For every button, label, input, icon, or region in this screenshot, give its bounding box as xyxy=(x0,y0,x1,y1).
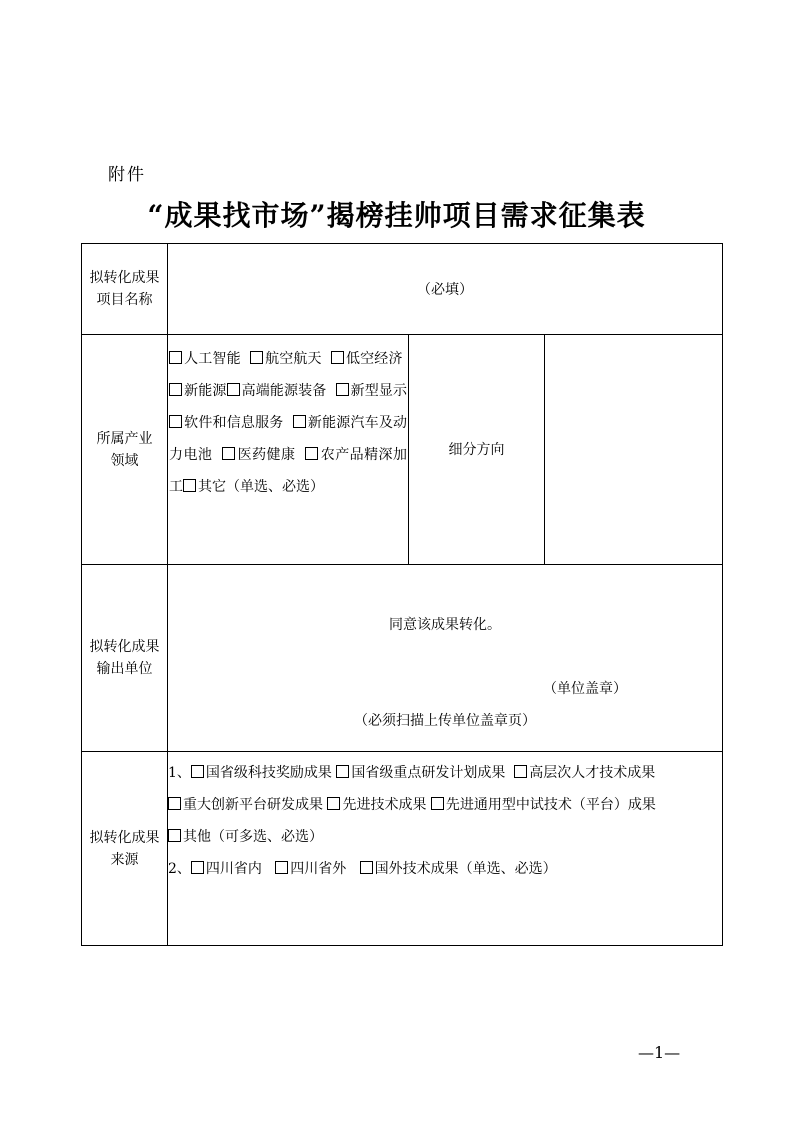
source-options xyxy=(168,752,723,946)
upload-hint: （必须扫描上传单位盖章页） xyxy=(354,712,536,729)
label-industry-field: 所属产业 领域 xyxy=(82,335,168,565)
label-output-unit: 拟转化成果 输出单位 xyxy=(82,565,168,752)
option-new-display[interactable]: 新型显示 xyxy=(336,383,408,399)
checkbox-icon[interactable] xyxy=(250,351,263,364)
checkbox-icon[interactable] xyxy=(169,351,182,364)
option-platform[interactable]: 重大创新平台研发成果 xyxy=(168,797,323,813)
option-award[interactable]: 国省级科技奖励成果 xyxy=(191,765,332,781)
option-advanced-tech[interactable]: 先进技术成果 xyxy=(327,797,426,813)
checkbox-icon[interactable] xyxy=(360,861,373,874)
output-unit-field[interactable] xyxy=(168,565,723,752)
checkbox-icon[interactable] xyxy=(168,829,181,842)
page-number: —1— xyxy=(638,1043,681,1062)
checkbox-icon[interactable] xyxy=(275,861,288,874)
checkbox-icon[interactable] xyxy=(514,765,527,778)
checkbox-icon[interactable] xyxy=(293,415,306,428)
option-rd-plan[interactable]: 国省级重点研发计划成果 xyxy=(336,765,505,781)
checkbox-icon[interactable] xyxy=(168,797,181,810)
label-source: 拟转化成果 来源 xyxy=(82,752,168,946)
row-output-unit xyxy=(82,565,723,752)
single-select-note: （单选、必选） xyxy=(458,861,557,877)
option-aerospace[interactable]: 航空航天 xyxy=(250,351,322,367)
checkbox-icon[interactable] xyxy=(227,383,240,396)
seal-text: （单位盖章） xyxy=(543,680,627,697)
option-ai[interactable]: 人工智能 xyxy=(169,351,241,367)
option-source-other[interactable]: 其他 xyxy=(168,829,211,845)
checkbox-icon[interactable] xyxy=(336,765,349,778)
checkbox-icon[interactable] xyxy=(431,797,444,810)
option-energy-equipment[interactable]: 高端能源装备 xyxy=(227,383,327,399)
row-source xyxy=(82,752,723,946)
checkbox-icon[interactable] xyxy=(336,383,349,396)
option-outside-sichuan[interactable]: 四川省外 xyxy=(275,861,346,877)
checkbox-icon[interactable] xyxy=(331,351,344,364)
sub-direction-field[interactable] xyxy=(545,335,723,565)
source-group-2: 2、 四川省内 四川省外 国外技术成果（单选、必选） xyxy=(168,861,557,877)
checkbox-icon[interactable] xyxy=(222,447,235,460)
row-industry-field xyxy=(82,335,723,565)
option-agri[interactable]: 农产品精深加工 xyxy=(169,447,408,495)
label-sub-direction: 细分方向 xyxy=(409,335,545,565)
row-project-name xyxy=(82,244,723,335)
selection-note: （单选、必选） xyxy=(226,479,324,495)
option-medical[interactable]: 医药健康 xyxy=(222,447,295,463)
option-low-altitude[interactable]: 低空经济 xyxy=(331,351,403,367)
multi-select-note: （可多选、必选） xyxy=(211,829,323,845)
checkbox-icon[interactable] xyxy=(305,447,318,460)
option-talent[interactable]: 高层次人才技术成果 xyxy=(514,765,655,781)
checkbox-icon[interactable] xyxy=(169,383,182,396)
project-name-field[interactable] xyxy=(168,244,723,335)
option-foreign[interactable]: 国外技术成果 xyxy=(360,861,459,877)
checkbox-icon[interactable] xyxy=(183,479,196,492)
option-software[interactable]: 软件和信息服务 xyxy=(169,415,283,431)
option-nev-battery[interactable]: 新能源汽车及动力电池 xyxy=(169,415,408,463)
option-pilot-tech[interactable]: 先进通用型中试技术（平台）成果 xyxy=(431,797,656,813)
checkbox-icon[interactable] xyxy=(191,765,204,778)
option-new-energy[interactable]: 新能源 xyxy=(169,383,227,399)
checkbox-icon[interactable] xyxy=(169,415,182,428)
industry-options xyxy=(168,335,409,565)
option-other[interactable]: 其它 xyxy=(183,479,226,495)
required-hint: （必填） xyxy=(417,282,473,298)
label-project-name: 拟转化成果 项目名称 xyxy=(82,244,168,335)
checkbox-icon[interactable] xyxy=(327,797,340,810)
checkbox-icon[interactable] xyxy=(191,861,204,874)
source-group-1: 1、 国省级科技奖励成果 国省级重点研发计划成果 高层次人才技术成果 重大创新平台研发成果 先进技术成果 先进通用型中试技术（平台）成果 其他（可多选、必选） xyxy=(168,765,656,845)
form-title: “成果找市场”揭榜挂帅项目需求征集表 xyxy=(147,199,646,232)
agree-text: 同意该成果转化。 xyxy=(389,616,501,633)
attachment-label: 附件 xyxy=(108,165,146,185)
option-in-sichuan[interactable]: 四川省内 xyxy=(191,861,262,877)
requirement-form-table xyxy=(81,243,723,946)
